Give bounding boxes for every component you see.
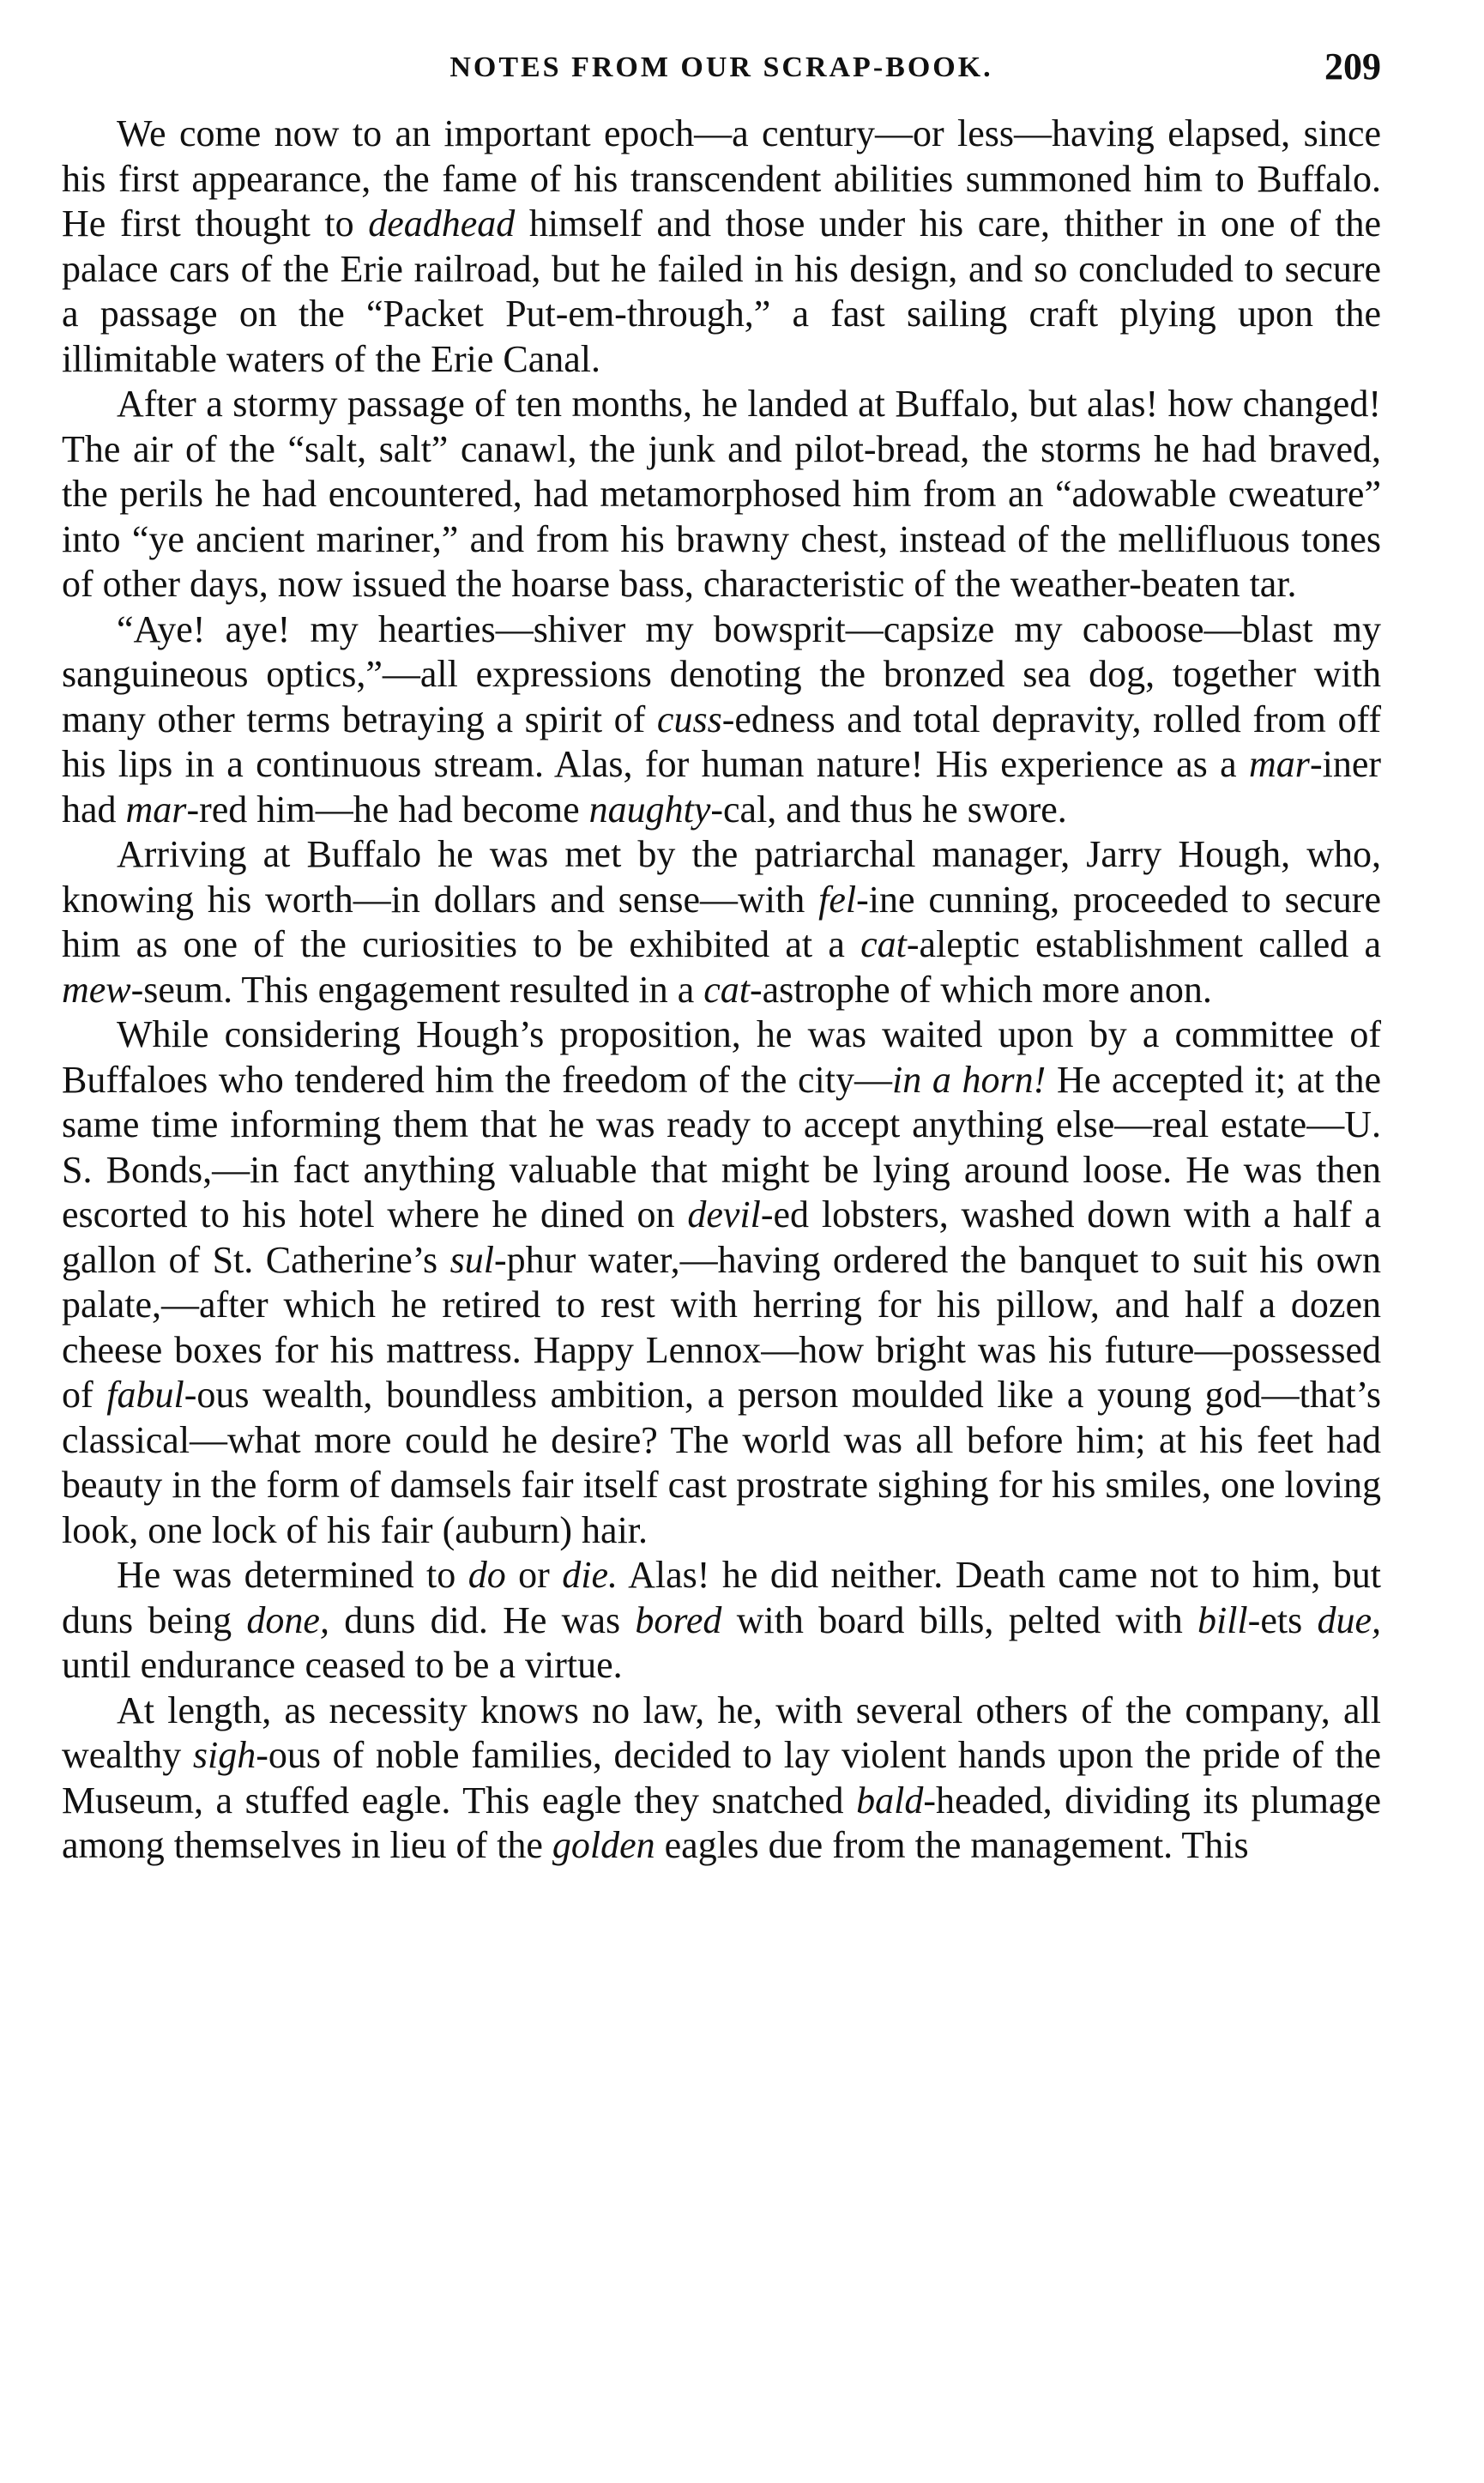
p4-text-3: -aleptic establishment called a bbox=[906, 923, 1381, 965]
p5-text-5: -ous wealth, boundless ambition, a person moulded like a young god—that’s classical—what more could he desire? The world was all before him; at his feet had beauty in the form of damsels fair itself cast prostrate sighing for his smiles, one loving look, one lock of his fair (auburn) hair. bbox=[62, 1374, 1382, 1551]
p7-italic-1: sigh bbox=[192, 1734, 256, 1776]
p3-italic-3: mar bbox=[125, 788, 187, 831]
p3-italic-4: naughty bbox=[588, 788, 711, 831]
paragraph-3 bbox=[62, 607, 1381, 833]
p3-italic-1: cuss bbox=[656, 698, 722, 740]
p6-italic-1: do bbox=[468, 1554, 506, 1596]
p6-italic-3: done, bbox=[246, 1598, 329, 1641]
p5-text-3: -ed lobsters, washed down with a half a gallon of St. Catherine’s bbox=[62, 1193, 1381, 1281]
book-page bbox=[62, 41, 1381, 2452]
p4-text-4: -seum. This engagement resulted in a bbox=[130, 968, 704, 1011]
paragraph-7 bbox=[62, 1689, 1381, 1869]
p3-text-2: -edness and total depravity, rolled from off his lips in a continuous stream. Alas, for human nature! His experience as a bbox=[62, 698, 1381, 785]
p4-text-5: -astrophe of which more anon. bbox=[749, 968, 1212, 1011]
p6-text-5: with board bills, pelted with bbox=[721, 1598, 1197, 1641]
p6-text-1: He was determined to bbox=[117, 1554, 468, 1596]
p7-text-2: -ous of noble families, decided to lay violent hands upon the pride of the Museum, a stuffed eagle. This eagle they snatched bbox=[62, 1734, 1381, 1821]
body-text bbox=[62, 112, 1381, 1869]
p5-italic-4: fabul bbox=[106, 1374, 184, 1416]
p6-text-6: -ets bbox=[1247, 1598, 1318, 1641]
p5-italic-2: devil bbox=[687, 1193, 761, 1235]
p3-italic-2: mar bbox=[1249, 743, 1310, 785]
p5-text-1: While considering Hough’s proposition, he was waited upon by a committee of Buffaloes who tendered him the freedom of the city— bbox=[62, 1013, 1381, 1101]
p6-italic-6: due, bbox=[1317, 1598, 1382, 1641]
page-number: 209 bbox=[1324, 45, 1381, 88]
p1-text-2: himself and those under his care, thither in one of the palace cars of the Erie railroad, but he failed in his design, and so concluded to secure a passage on the “Packet Put-em-through,” a fast sailing craft plying upon the illimitable waters of the Erie Canal. bbox=[62, 202, 1381, 380]
p7-text-3: -headed, dividing its plumage among themselves in lieu of the bbox=[62, 1779, 1381, 1866]
p1-italic-1: deadhead bbox=[368, 202, 516, 245]
p6-italic-2: die. bbox=[562, 1554, 618, 1596]
p4-text-2: -ine cunning, proceeded to secure him as one of the curiosities to be exhibited at a bbox=[62, 878, 1381, 965]
p3-text-4: -red him—he had become bbox=[186, 788, 589, 831]
paragraph-5 bbox=[62, 1012, 1381, 1553]
p4-italic-2: cat bbox=[860, 923, 907, 965]
p5-text-4: -phur water,—having ordered the banquet to suit his own palate,—after which he retired to rest with herring for his pillow, and half a dozen cheese boxes for his mattress. Happy Lennox—how bright was his future—possessed of bbox=[62, 1238, 1381, 1416]
p5-italic-1: in a horn! bbox=[892, 1058, 1047, 1101]
paragraph-6 bbox=[62, 1553, 1381, 1689]
p7-text-4: eagles due from the management. This bbox=[655, 1824, 1249, 1866]
p6-italic-4: bored bbox=[635, 1598, 722, 1641]
p6-text-4: duns did. He was bbox=[329, 1598, 636, 1641]
p4-italic-3: mew bbox=[62, 968, 131, 1011]
p4-italic-1: fel bbox=[818, 878, 857, 921]
p7-italic-2: bald bbox=[856, 1779, 924, 1821]
p4-italic-4: cat bbox=[703, 968, 750, 1011]
p6-italic-5: bill bbox=[1197, 1598, 1248, 1641]
p3-text-1: “Aye! aye! my hearties—shiver my bowsprit—capsize my caboose—blast my sanguineous optics,”—all expressions denoting the bronzed sea dog, together with many other terms betraying a spirit of bbox=[62, 607, 1381, 740]
running-title: NOTES FROM OUR SCRAP-BOOK. bbox=[449, 51, 993, 83]
p1-text-1: We come now to an important epoch—a century—or less—having elapsed, since his first appearance, the fame of his transcendent abilities summoned him to Buffalo. He first thought to bbox=[62, 112, 1381, 245]
p7-text-1: At length, as necessity knows no law, he, with several others of the company, all wealthy bbox=[62, 1689, 1381, 1776]
p6-text-3: Alas! he did neither. Death came not to him, but duns being bbox=[62, 1554, 1382, 1641]
p7-italic-3: golden bbox=[552, 1824, 655, 1866]
p3-text-3: -iner had bbox=[62, 743, 1381, 831]
paragraph-4 bbox=[62, 832, 1381, 1012]
p5-text-2: He accepted it; at the same time informing them that he was ready to accept anything else—real estate—U. S. Bonds,—in fact anything valuable that might be lying around loose. He was then escorted to his hotel where he dined on bbox=[62, 1058, 1382, 1235]
paragraph-2: After a stormy passage of ten months, he landed at Buffalo, but alas! how changed! The air of the “salt, salt” canawl, the junk and pilot-bread, the storms he had braved, the perils he had encountered, had metamorphosed him from an “adowable cweature” into “ye ancient mariner,” and from his brawny chest, instead of the mellifluous tones of other days, now issued the hoarse bass, characteristic of the weather-beaten tar. bbox=[62, 383, 1381, 605]
p6-text-7: until endurance ceased to be a virtue. bbox=[62, 1644, 623, 1686]
paragraph-1 bbox=[62, 112, 1381, 382]
p5-italic-3: sul bbox=[449, 1238, 494, 1281]
p4-text-1: Arriving at Buffalo he was met by the patriarchal manager, Jarry Hough, who, knowing his worth—in dollars and sense—with bbox=[62, 833, 1381, 921]
page-header bbox=[62, 41, 1381, 112]
p6-text-2: or bbox=[505, 1554, 563, 1596]
p3-text-5: -cal, and thus he swore. bbox=[710, 788, 1067, 831]
